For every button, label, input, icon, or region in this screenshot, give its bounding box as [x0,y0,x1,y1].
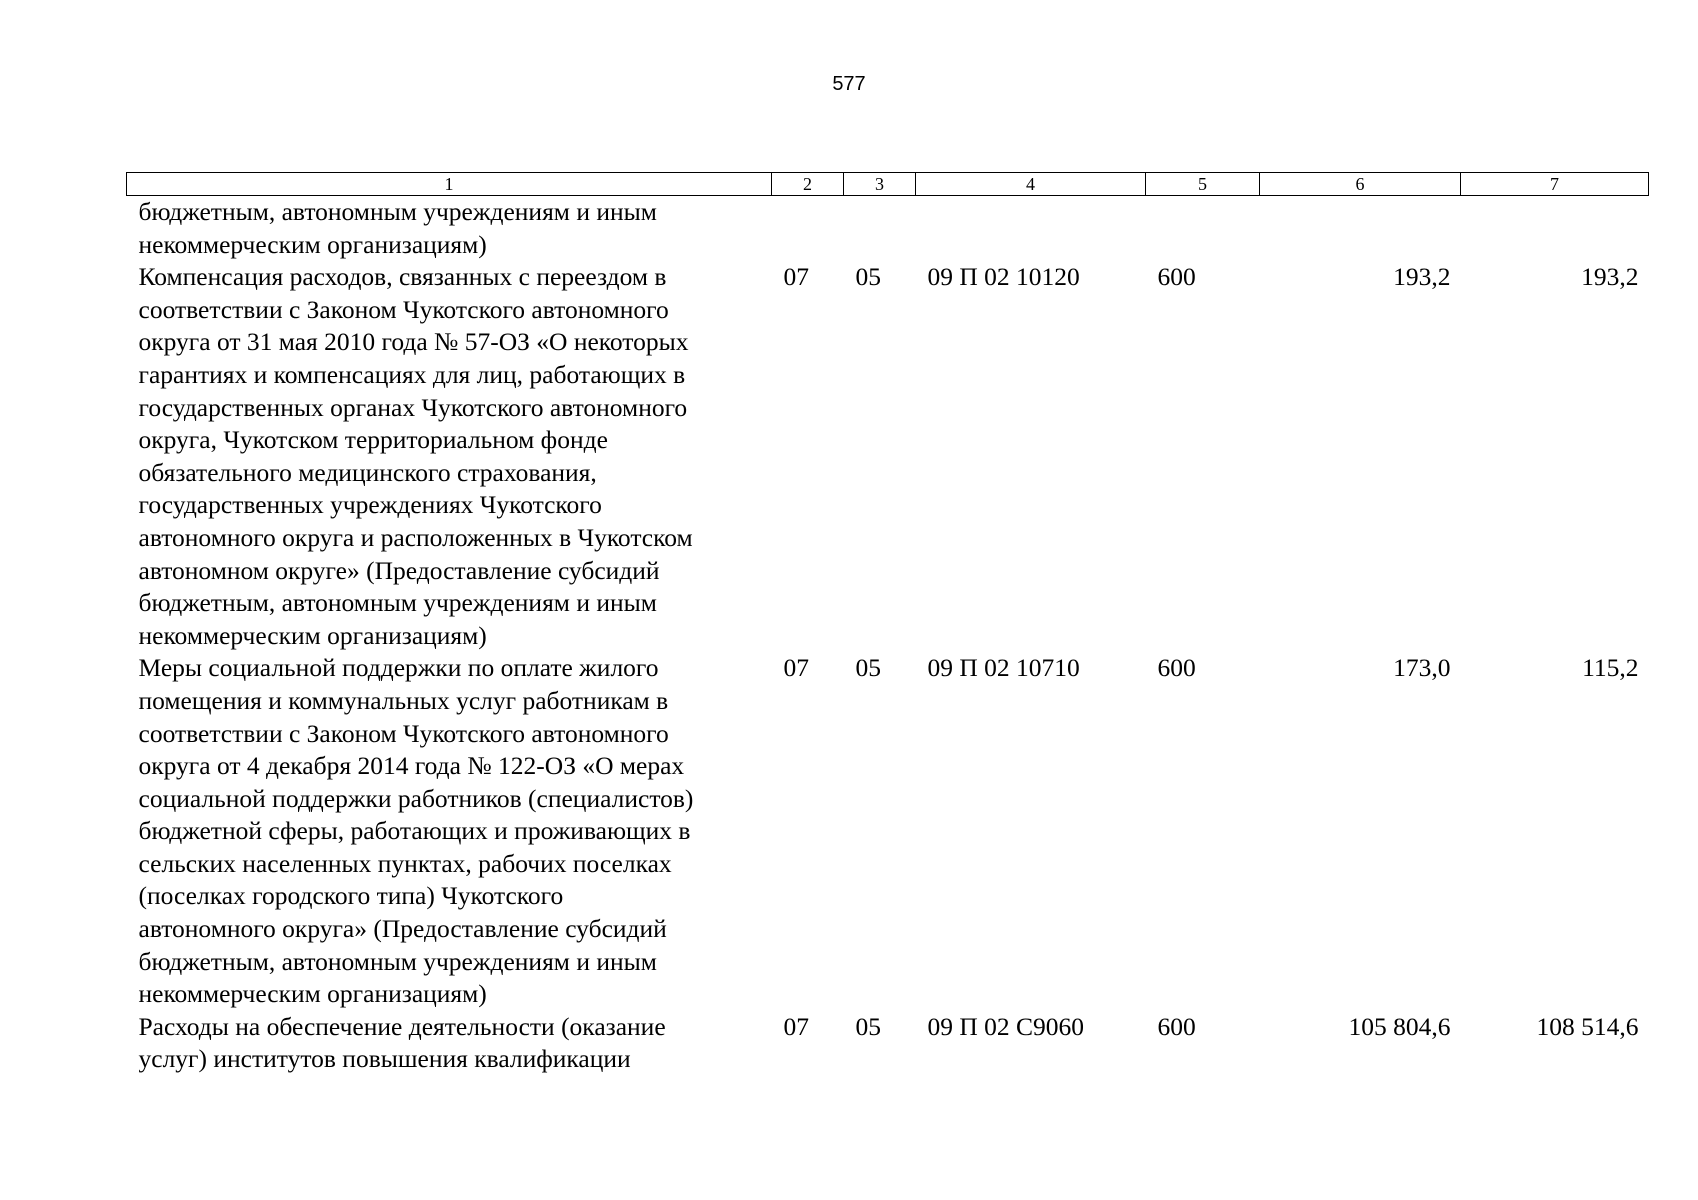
amount-year-1 [1260,196,1461,262]
expense-description [127,1011,772,1076]
amount-year-2: 108 514,6 [1536,1011,1639,1041]
description-line: бюджетным, автономным учреждениям и иным [138,197,657,226]
amount-year-1: 105 804,6 [1348,1011,1451,1041]
table-body [127,196,1649,1077]
amount-year-2: 193,2 [1581,262,1639,292]
column-header-5: 5 [1146,173,1260,196]
column-header-1: 1 [127,173,772,196]
table-row [127,261,1649,652]
column-header-3: 3 [844,173,916,196]
amount-year-1: 193,2 [1393,262,1451,292]
description-line: бюджетной сферы, работающих и проживающих в [138,816,691,846]
column-header-2: 2 [772,173,844,196]
description-line: округа от 4 декабря 2014 года № 122-ОЗ «О мерах [138,751,685,781]
description-line: некоммерческим организациям) [138,229,487,259]
section-code: 07 [783,653,809,683]
description-line: Компенсация расходов, связанных с переездом в [138,262,667,292]
expense-description [127,196,772,262]
description-line: помещения и коммунальных услуг работникам в [138,685,669,715]
description-line: обязательного медицинского страхования, [138,457,597,487]
table-row [127,1011,1649,1076]
description-line: некоммерческим организациям) [138,979,487,1009]
description-line: гарантиях и компенсациях для лиц, работающих в [138,359,686,389]
target-article-code [916,196,1146,262]
description-line: автономного округа» (Предоставление субсидий [138,914,667,944]
description-line: социальной поддержки работников (специалистов) [138,783,694,813]
description-line: соответствии с Законом Чукотского автономного [138,294,669,324]
column-header-4: 4 [916,173,1146,196]
target-article-code: 09 П 02 С9060 [927,1011,1085,1041]
header-row [127,173,1649,196]
section-code: 07 [783,262,809,292]
subsection-code [844,196,916,262]
section-code: 07 [783,1011,809,1041]
description-line: государственных органах Чукотского автономного [138,392,688,422]
description-line: государственных учреждениях Чукотского [138,490,602,520]
description-line: некоммерческим организациям) [138,620,487,650]
description-line: бюджетным, автономным учреждениям и иным [138,946,657,976]
amount-year-2 [1461,196,1649,262]
expense-type-code: 600 [1157,653,1196,683]
expense-type-code: 600 [1157,1011,1196,1041]
description-line: автономном округе» (Предоставление субсидий [138,555,660,585]
subsection-code: 05 [855,262,881,292]
description-line: услуг) институтов повышения квалификации [138,1044,631,1074]
section-code [772,196,844,262]
amount-year-2: 115,2 [1582,653,1639,683]
target-article-code: 09 П 02 10120 [927,262,1080,292]
description-line: сельских населенных пунктах, рабочих поселках [138,848,672,878]
description-line: бюджетным, автономным учреждениям и иным [138,588,657,618]
description-line: округа от 31 мая 2010 года № 57-ОЗ «О некоторых [138,327,689,357]
column-header-7: 7 [1461,173,1649,196]
expense-description [127,652,772,1011]
expense-type-code: 600 [1157,262,1196,292]
expense-description [127,261,772,652]
description-line: округа, Чукотском территориальном фонде [138,425,608,455]
table-row [127,196,1649,262]
target-article-code: 09 П 02 10710 [927,653,1080,683]
budget-table [126,172,1649,1076]
table-row [127,652,1649,1011]
subsection-code: 05 [855,1011,881,1041]
description-line: соответствии с Законом Чукотского автономного [138,718,669,748]
description-line: Меры социальной поддержки по оплате жилого [138,653,659,683]
expense-type-code [1146,196,1260,262]
table-header [127,173,1649,196]
subsection-code: 05 [855,653,881,683]
description-line: (поселках городского типа) Чукотского [138,881,564,911]
description-line: Расходы на обеспечение деятельности (оказание [138,1011,666,1041]
column-header-6: 6 [1260,173,1461,196]
page-number: 577 [832,73,866,95]
description-line: автономного округа и расположенных в Чукотском [138,522,693,552]
amount-year-1: 173,0 [1393,653,1451,683]
